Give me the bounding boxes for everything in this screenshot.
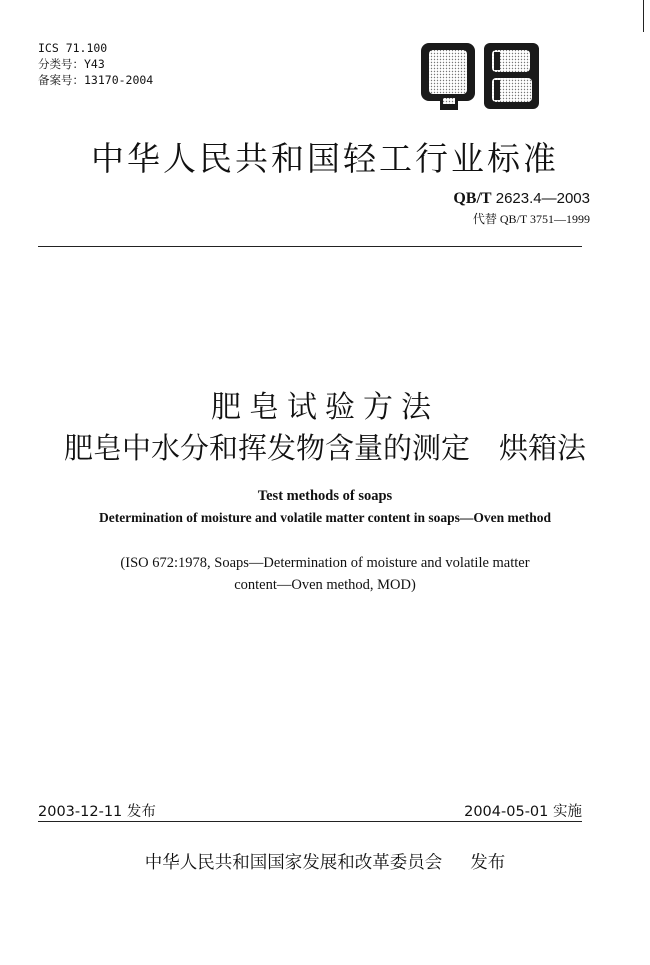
- top-divider: [38, 246, 582, 247]
- title-en-sub: Determination of moisture and volatile matter content in soaps—Oven method: [98, 510, 552, 525]
- publisher-block: [0, 849, 650, 874]
- standard-code: [453, 190, 590, 208]
- title-cn-sub: 肥皂中水分和挥发物含量的测定 烘箱法: [63, 431, 586, 465]
- standard-code-block: [453, 190, 590, 227]
- ics-code: ICS 71.100: [38, 41, 108, 55]
- publisher-name: 中华人民共和国国家发展和改革委员会: [144, 853, 443, 873]
- standard-title: 中华人民共和国轻工行业标准: [91, 139, 559, 178]
- code-prefix: QB/T: [453, 190, 492, 207]
- bottom-divider: [38, 821, 582, 822]
- page-edge-mark: [643, 0, 644, 32]
- classification-code: 分类号：Y43: [38, 57, 105, 71]
- meta-block: [38, 40, 153, 88]
- title-en-main: Test methods of soaps: [257, 488, 393, 504]
- publisher-label: 发布: [470, 853, 506, 873]
- implement-date: 2004-05-01 实施: [464, 804, 582, 820]
- replaces-code: 代替 QB/T 3751—1999: [472, 212, 590, 226]
- issue-date: 2003-12-11 发布: [38, 804, 156, 820]
- iso-reference-line1: (ISO 672:1978, Soaps—Determination of moisture and volatile matter: [120, 555, 530, 571]
- qb-logo: [418, 40, 543, 112]
- title-cn-main: 肥皂试验方法: [211, 390, 439, 425]
- iso-reference-line2: content—Oven method, MOD): [234, 577, 416, 593]
- code-number: 2623.4—2003: [491, 190, 590, 207]
- record-number: 备案号：13170-2004: [38, 73, 154, 87]
